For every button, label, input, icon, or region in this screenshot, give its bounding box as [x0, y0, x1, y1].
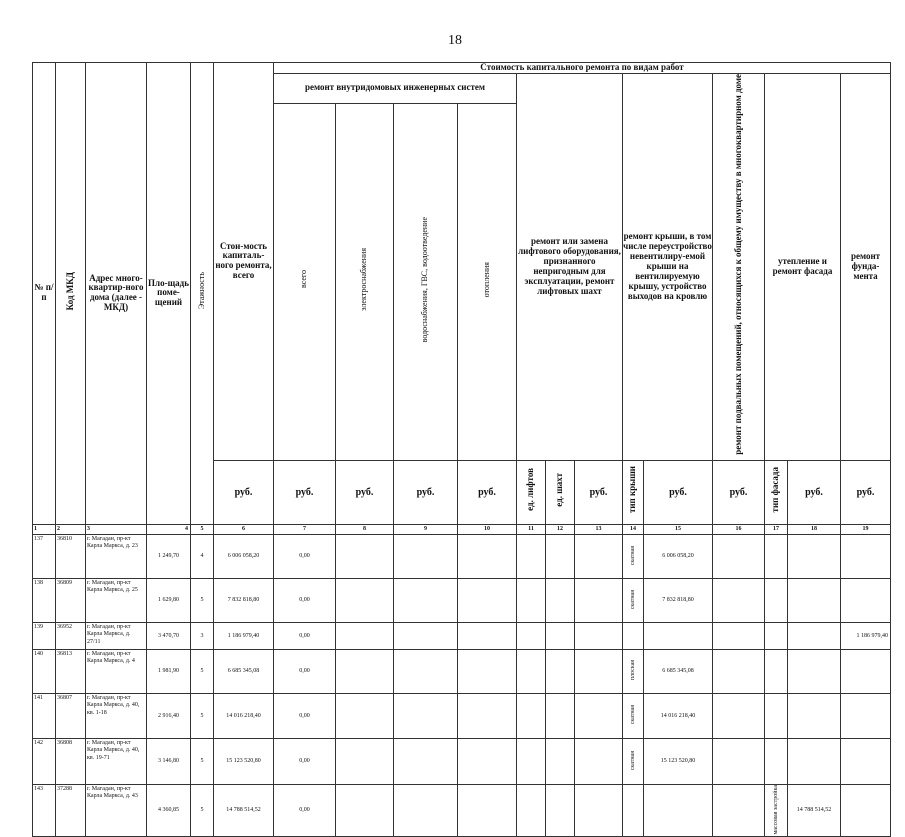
- row-fundament: [841, 649, 891, 693]
- row-kod: 36808: [56, 738, 86, 784]
- col-number: 9: [394, 524, 458, 534]
- row-vsego: 0,00: [274, 784, 336, 837]
- unit-rub: руб.: [713, 460, 765, 524]
- row-kod: 36813: [56, 649, 86, 693]
- row-fundament: [841, 534, 891, 578]
- row-tip-fasada: [765, 622, 788, 649]
- col-number: 3: [86, 524, 147, 534]
- row-etazh: 4: [191, 534, 214, 578]
- unit-rub: руб.: [394, 460, 458, 524]
- row-krysha: [644, 622, 713, 649]
- row-tip-fasada: массовая застройка: [765, 784, 788, 837]
- row-fundament: [841, 578, 891, 622]
- row-tip-fasada: [765, 693, 788, 738]
- row-kod: 37288: [56, 784, 86, 837]
- col-number: 5: [191, 524, 214, 534]
- row-vsego-total: 6 685 345,08: [214, 649, 274, 693]
- unit-rub: руб.: [214, 460, 274, 524]
- row-krysha: [644, 784, 713, 837]
- row-tip-kryshi: скатная: [623, 534, 644, 578]
- header-vsego: всего: [274, 103, 336, 460]
- row-fasad: [788, 534, 841, 578]
- unit-rub: руб.: [458, 460, 517, 524]
- col-number: 8: [336, 524, 394, 534]
- row-fasad: [788, 622, 841, 649]
- header-vnutr: ремонт внутридомовых инженерных систем: [274, 74, 517, 104]
- row-kod: 36809: [56, 578, 86, 622]
- header-ed-shaht: ед. шахт: [546, 460, 575, 524]
- col-number: 10: [458, 524, 517, 534]
- row-tip-kryshi: [623, 784, 644, 837]
- row-krysha: 14 016 218,40: [644, 693, 713, 738]
- table-row: [33, 578, 891, 622]
- row-num: 141: [33, 693, 56, 738]
- row-krysha: 7 832 818,80: [644, 578, 713, 622]
- row-ploshad: 3 146,80: [147, 738, 191, 784]
- table-row: [33, 534, 891, 578]
- row-kod: 36952: [56, 622, 86, 649]
- header-adres: Адрес много-квартир-ного дома (далее - МКД): [86, 63, 147, 525]
- row-adres: г. Магадан, пр-кт Карла Маркса, д. 23: [86, 534, 147, 578]
- row-vsego: 0,00: [274, 738, 336, 784]
- row-adres: г. Магадан, пр-кт Карла Маркса, д. 27/11: [86, 622, 147, 649]
- row-tip-kryshi: плоская: [623, 649, 644, 693]
- row-num: 142: [33, 738, 56, 784]
- header-elektro: электроснабжения: [336, 103, 394, 460]
- unit-rub: руб.: [575, 460, 623, 524]
- row-tip-fasada: [765, 534, 788, 578]
- unit-rub: руб.: [336, 460, 394, 524]
- row-kod: 36810: [56, 534, 86, 578]
- row-tip-fasada: [765, 649, 788, 693]
- header-otoplenie: отопления: [458, 103, 517, 460]
- row-tip-kryshi: скатная: [623, 738, 644, 784]
- row-vsego: 0,00: [274, 649, 336, 693]
- header-etazh: Этажность: [191, 63, 214, 525]
- row-vsego-total: 1 186 979,40: [214, 622, 274, 649]
- row-vsego-total: 14 788 514,52: [214, 784, 274, 837]
- unit-rub: руб.: [788, 460, 841, 524]
- row-etazh: 5: [191, 693, 214, 738]
- header-fundament: ремонт фунда-мента: [841, 74, 891, 461]
- row-ploshad: 3 470,70: [147, 622, 191, 649]
- row-krysha: 6 006 058,20: [644, 534, 713, 578]
- header-ploshad: Пло-щадь поме-щений: [147, 63, 191, 525]
- col-number: 13: [575, 524, 623, 534]
- header-fasad: утепление и ремонт фасада: [765, 74, 841, 461]
- row-adres: г. Магадан, пр-кт Карла Маркса, д. 40, кв. 19-71: [86, 738, 147, 784]
- row-vsego: 0,00: [274, 534, 336, 578]
- row-num: 138: [33, 578, 56, 622]
- row-etazh: 5: [191, 738, 214, 784]
- row-tip-kryshi: скатная: [623, 693, 644, 738]
- row-num: 143: [33, 784, 56, 837]
- capital-repair-table: [32, 62, 891, 837]
- row-adres: г. Магадан, пр-кт Карла Маркса, д. 40, кв. 1-18: [86, 693, 147, 738]
- row-adres: г. Магадан, пр-кт Карла Маркса, д. 25: [86, 578, 147, 622]
- col-number: 2: [56, 524, 86, 534]
- header-ed-liftov: ед. лифтов: [517, 460, 546, 524]
- col-number: 7: [274, 524, 336, 534]
- row-etazh: 5: [191, 784, 214, 837]
- row-krysha: 6 685 345,08: [644, 649, 713, 693]
- col-number: 11: [517, 524, 546, 534]
- row-fasad: [788, 578, 841, 622]
- row-vsego-total: 6 006 058,20: [214, 534, 274, 578]
- col-number: 15: [644, 524, 713, 534]
- row-ploshad: 1 981,90: [147, 649, 191, 693]
- header-tip-kryshi: тип крыши: [623, 460, 644, 524]
- col-number: 18: [788, 524, 841, 534]
- table-row: [33, 622, 891, 649]
- row-num: 139: [33, 622, 56, 649]
- row-fundament: [841, 738, 891, 784]
- row-vsego-total: 14 016 218,40: [214, 693, 274, 738]
- row-fasad: [788, 738, 841, 784]
- row-ploshad: 4 360,85: [147, 784, 191, 837]
- row-ploshad: 1 249,70: [147, 534, 191, 578]
- row-kod: 36807: [56, 693, 86, 738]
- header-stoimost: Стоимость капитального ремонта по видам работ: [274, 63, 891, 74]
- row-fasad: [788, 649, 841, 693]
- row-fundament: [841, 784, 891, 837]
- table-row: [33, 784, 891, 837]
- header-lift: ремонт или замена лифтового оборудования, признанного непригодным для эксплуатации, ремонт лифтовых шахт: [517, 74, 623, 461]
- row-ploshad: 1 629,80: [147, 578, 191, 622]
- row-vsego-total: 7 832 818,80: [214, 578, 274, 622]
- row-adres: г. Магадан, пр-кт Карла Маркса, д. 43: [86, 784, 147, 837]
- row-vsego-total: 15 123 520,80: [214, 738, 274, 784]
- col-number: 4: [147, 524, 191, 534]
- row-krysha: 15 123 520,80: [644, 738, 713, 784]
- row-tip-kryshi: скатная: [623, 578, 644, 622]
- header-stoimost-vsego: Стои-мость капиталь-ного ремонта, всего: [214, 63, 274, 461]
- col-number: 14: [623, 524, 644, 534]
- unit-rub: руб.: [644, 460, 713, 524]
- row-fundament: [841, 693, 891, 738]
- col-number: 19: [841, 524, 891, 534]
- col-number: 1: [33, 524, 56, 534]
- row-tip-fasada: [765, 578, 788, 622]
- row-num: 140: [33, 649, 56, 693]
- header-vodo: водоснабжения, ГВС, водоотведение: [394, 103, 458, 460]
- row-ploshad: 2 916,40: [147, 693, 191, 738]
- row-etazh: 5: [191, 578, 214, 622]
- row-vsego: 0,00: [274, 622, 336, 649]
- page-number: 18: [448, 33, 462, 48]
- col-number: 16: [713, 524, 765, 534]
- row-etazh: 5: [191, 649, 214, 693]
- table-row: [33, 738, 891, 784]
- row-vsego: 0,00: [274, 693, 336, 738]
- row-vsego: 0,00: [274, 578, 336, 622]
- header-krysha: ремонт крыши, в том числе переустройство невентилиру-емой крыши на вентилируемую крышу, устройство выходов на кровлю: [623, 74, 713, 461]
- header-kod: Код МКД: [56, 63, 86, 525]
- column-number-row: [33, 524, 891, 534]
- header-podval: ремонт подвальных помещений, относящихся к общему имуществу в многоквартирном доме: [713, 74, 765, 461]
- table-row: [33, 693, 891, 738]
- row-fasad: 14 788 514,52: [788, 784, 841, 837]
- row-fasad: [788, 693, 841, 738]
- row-tip-kryshi: [623, 622, 644, 649]
- row-adres: г. Магадан, пр-кт Карла Маркса, д. 4: [86, 649, 147, 693]
- col-number: 6: [214, 524, 274, 534]
- header-tip-fasada: тип фасада: [765, 460, 788, 524]
- row-tip-fasada: [765, 738, 788, 784]
- header-num: № п/п: [33, 63, 56, 525]
- row-etazh: 3: [191, 622, 214, 649]
- col-number: 17: [765, 524, 788, 534]
- row-fundament: 1 186 979,40: [841, 622, 891, 649]
- col-number: 12: [546, 524, 575, 534]
- unit-rub: руб.: [274, 460, 336, 524]
- unit-rub: руб.: [841, 460, 891, 524]
- table-row: [33, 649, 891, 693]
- row-num: 137: [33, 534, 56, 578]
